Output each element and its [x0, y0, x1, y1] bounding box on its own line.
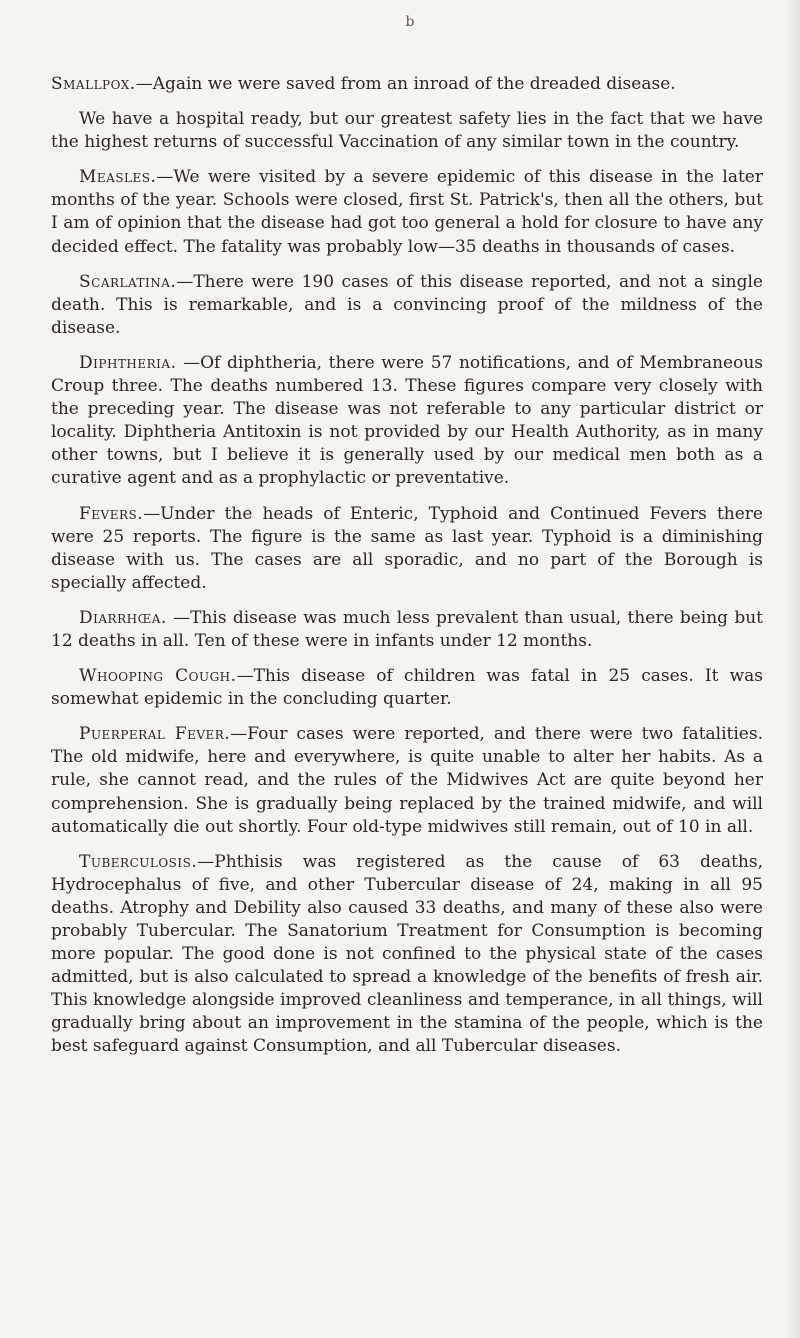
- paragraph-measles: [51, 166, 763, 258]
- heading-diphtheria: Diphtheria.: [79, 352, 177, 373]
- heading-puerperal-fever: Puerperal Fever.: [79, 724, 231, 745]
- paragraph-diarrhoea: [51, 607, 763, 653]
- report-page: [51, 73, 763, 1071]
- text-tuberculosis: —Phthisis was registered as the cause of 63 deaths, Hydrocephalus of five, and other Tubercular disease of 24, making in all 95 deaths. Atrophy and Debility also caused 33 deaths, and many of these also were probably Tubercular. The Sanatorium Treatment for Consumption is becoming more popular. The good done is not confined to the physical state of the cases admitted, but is also calculated to spread a knowledge of the benefits of fresh air. This knowledge alongside improved cleanliness and temperance, in all things, will gradually bring about an improvement in the stamina of the people, which is the best safeguard against Consumption, and all Tubercular diseases.: [51, 851, 763, 1057]
- text-puerperal-fever: —Four cases were reported, and there were two fatalities. The old midwife, here and everywhere, is quite unable to alter her habits. As a rule, she cannot read, and the rules of the Midwives Act are quite beyond her comprehension. She is gradually being replaced by the trained midwife, and will automatically die out shortly. Four old-type midwives still remain, out of 10 in all.: [51, 724, 763, 837]
- paragraph-scarlatina: [51, 271, 763, 340]
- paragraph-tuberculosis: [51, 851, 763, 1059]
- paragraph-fevers: [51, 503, 763, 595]
- page-edge-shadow: [786, 0, 800, 1338]
- heading-diarrhoea: Diarrhœa.: [79, 607, 167, 628]
- paragraph-smallpox: [51, 73, 763, 96]
- paragraph-vaccination: [51, 108, 763, 154]
- heading-fevers: Fevers.: [79, 503, 144, 524]
- heading-whooping-cough: Whooping Cough.: [79, 666, 237, 687]
- heading-smallpox: Smallpox.: [51, 74, 136, 94]
- heading-scarlatina: Scarlatina.: [79, 271, 177, 292]
- heading-tuberculosis: Tuberculosis.: [79, 851, 198, 872]
- text-whooping-cough: —This disease of children was fatal in 25 cases. It was somewhat epidemic in the concluding quarter.: [51, 666, 763, 710]
- paragraph-whooping-cough: [51, 665, 763, 711]
- text-diarrhoea: —This disease was much less prevalent than usual, there being but 12 deaths in all. Ten of these were in infants under 12 months.: [51, 607, 763, 651]
- page-number: b: [405, 14, 415, 30]
- paragraph-puerperal-fever: [51, 723, 763, 838]
- heading-measles: Measles.: [79, 167, 157, 188]
- paragraph-diphtheria: [51, 352, 763, 491]
- text-measles: —We were visited by a severe epidemic of this disease in the later months of the year. Schools were closed, first St. Patrick's, then all the others, but I am of opinion that the disease had got too general a hold for closure to have any decided effect. The fatality was probably low—35 deaths in thousands of cases.: [51, 167, 763, 257]
- text-scarlatina: —There were 190 cases of this disease reported, and not a single death. This is remarkable, and is a convincing proof of the mildness of the disease.: [51, 271, 763, 338]
- text-fevers: —Under the heads of Enteric, Typhoid and Continued Fevers there were 25 reports. The figure is the same as last year. Typhoid is a diminishing disease with us. The cases are all sporadic, and no part of the Borough is specially affected.: [51, 503, 763, 593]
- text-vaccination: We have a hospital ready, but our greatest safety lies in the fact that we have the highest returns of successful Vaccination of any similar town in the country.: [51, 109, 763, 153]
- text-smallpox: —Again we were saved from an inroad of the dreaded disease.: [135, 74, 676, 94]
- text-diphtheria: —Of diphtheria, there were 57 notifications, and of Membraneous Croup three. The deaths numbered 13. These figures compare very closely with the preceding year. The disease was not referable to any particular district or locality. Diphtheria Antitoxin is not provided by our Health Authority, as in many other towns, but I believe it is generally used by our medical men both as a curative agent and as a prophylactic or preventative.: [51, 352, 763, 489]
